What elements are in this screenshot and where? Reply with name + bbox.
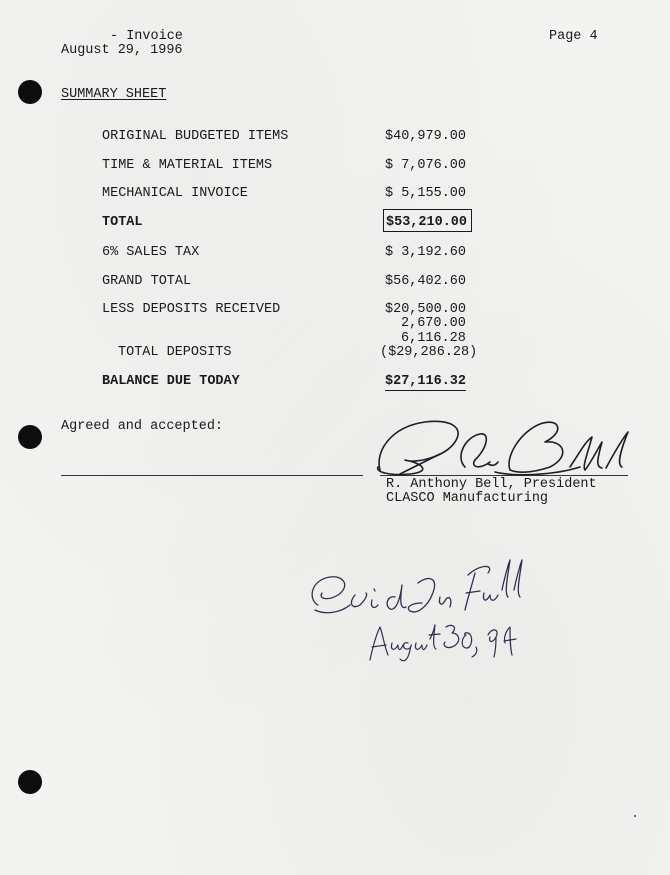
row-label-less-deposits: LESS DEPOSITS RECEIVED: [102, 302, 281, 317]
deposit-amount-1: $20,500.00: [385, 302, 467, 317]
signatory-name: R. Anthony Bell, President: [386, 477, 597, 492]
row-amount-balance-due: $27,116.32: [385, 374, 467, 389]
row-amount-total-deposits: ($29,286.28): [380, 345, 478, 360]
row-label-time-material: TIME & MATERIAL ITEMS: [102, 158, 273, 173]
row-label-grand-total: GRAND TOTAL: [102, 274, 192, 289]
row-label-total: TOTAL: [102, 215, 143, 230]
signature-line-left: [61, 475, 363, 476]
handwritten-note: [300, 555, 530, 665]
document-date: August 29, 1996: [61, 43, 183, 58]
row-amount-sales-tax: $ 3,192.60: [385, 245, 467, 260]
paper-speck: [634, 815, 636, 817]
row-amount-original-budgeted: $40,979.00: [385, 129, 467, 144]
row-amount-time-material: $ 7,076.00: [385, 158, 467, 173]
row-label-mechanical-invoice: MECHANICAL INVOICE: [102, 186, 248, 201]
row-label-balance-due: BALANCE DUE TODAY: [102, 374, 240, 389]
agreed-accepted-label: Agreed and accepted:: [61, 419, 224, 434]
deposit-amount-2: 2,670.00: [401, 316, 466, 331]
punch-hole-bottom: [18, 770, 42, 794]
row-amount-grand-total: $56,402.60: [385, 274, 467, 289]
row-label-sales-tax: 6% SALES TAX: [102, 245, 200, 260]
row-label-original-budgeted: ORIGINAL BUDGETED ITEMS: [102, 129, 289, 144]
section-title: SUMMARY SHEET: [61, 87, 167, 102]
page-number: Page 4: [549, 29, 598, 44]
row-amount-total: $53,210.00: [386, 215, 468, 230]
punch-hole-middle: [18, 425, 42, 449]
row-amount-mechanical-invoice: $ 5,155.00: [385, 186, 467, 201]
signatory-company: CLASCO Manufacturing: [386, 491, 549, 506]
document-type: - Invoice: [110, 29, 183, 44]
row-label-total-deposits: TOTAL DEPOSITS: [118, 345, 232, 360]
deposit-amount-3: 6,116.28: [401, 331, 466, 346]
punch-hole-top: [18, 80, 42, 104]
